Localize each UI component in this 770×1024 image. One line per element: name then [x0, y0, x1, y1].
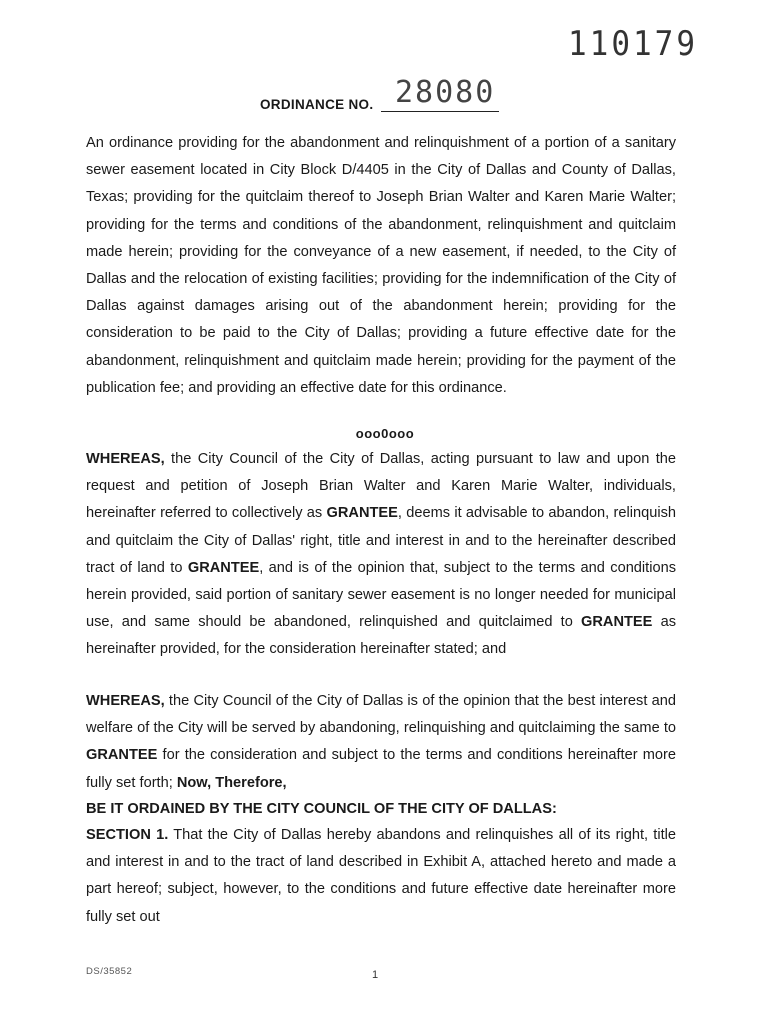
whereas-text: , and is of the opinion that, subject to the terms and conditions herein provided, said portion of sanitary sewer easement is no longer needed for municipal use, and same should be abandoned, relinquished and quitclaimed to	[86, 559, 676, 631]
footer-reference: DS/35852	[86, 966, 133, 977]
whereas-lead: WHEREAS,	[86, 693, 165, 709]
whereas-text: , deems it advisable to abandon, relinquish and quitclaim the City of Dallas' right, title and interest in and to the hereinafter described tract of land to	[86, 505, 676, 576]
whereas-paragraph-2	[86, 688, 676, 797]
grantee-term: GRANTEE	[86, 747, 158, 764]
whereas-text: as hereinafter provided, for the consideration hereinafter stated; and	[86, 614, 677, 658]
whereas-paragraph-1	[86, 446, 676, 664]
ordinance-heading	[260, 75, 560, 115]
whereas-text: the City Council of the City of Dallas, acting pursuant to law and upon the request and petition of Joseph Brian Walter and Karen Marie Walter, individuals, hereinafter referred to collectively as	[86, 451, 676, 522]
section-separator: ooo0ooo	[355, 426, 415, 441]
document-stamp-number: 110179	[568, 24, 698, 64]
be-it-ordained-heading: BE IT ORDAINED BY THE CITY COUNCIL OF THE CITY OF DALLAS:	[86, 801, 557, 817]
whereas-text: for the consideration and subject to the terms and conditions hereinafter more fully set forth;	[86, 747, 676, 791]
grantee-term: GRANTEE	[187, 559, 260, 576]
whereas-text: the City Council of the City of Dallas is of the opinion that the best interest and welfare of the City will be served by abandoning, relinquishing and quitclaiming the same to	[86, 693, 676, 737]
whereas-lead: WHEREAS,	[86, 451, 165, 467]
grantee-term: GRANTEE	[581, 614, 653, 631]
grantee-term: GRANTEE	[326, 505, 398, 522]
ordinance-label: ORDINANCE NO.	[260, 97, 374, 112]
preamble-paragraph: An ordinance providing for the abandonment and relinquishment of a portion of a sanitary sewer easement located in City Block D/4405 in the City of Dallas and County of Dallas, Texas; providing for the quitclaim thereof to Joseph Brian Walter and Karen Marie Walter; providing for the terms and conditions of the abandonment, relinquishment and quitclaim made herein; providing for the conveyance of a new easement, if needed, to the City of Dallas and the relocation of existing facilities; providing for the indemnification of the City of Dallas against damages arising out of the abandonment herein; providing for the consideration to be paid to the City of Dallas; providing a future effective date for the abandonment, relinquishment and quitclaim made herein; providing for the payment of the publication fee; and providing an effective date for this ordinance.	[86, 135, 676, 396]
section-1-paragraph	[86, 822, 676, 931]
page-number: 1	[372, 969, 379, 981]
section-1-label: SECTION 1.	[86, 827, 169, 843]
ordinance-number: 28080	[395, 75, 496, 110]
ordinance-number-line	[381, 111, 499, 112]
section-1-text: That the City of Dallas hereby abandons and relinquishes all of its right, title and interest in and to the tract of land described in Exhibit A, attached hereto and made a part hereof; subject, however, to the conditions and future effective date hereinafter more fully set out	[86, 827, 676, 925]
whereas-closing: Now, Therefore,	[176, 774, 287, 791]
